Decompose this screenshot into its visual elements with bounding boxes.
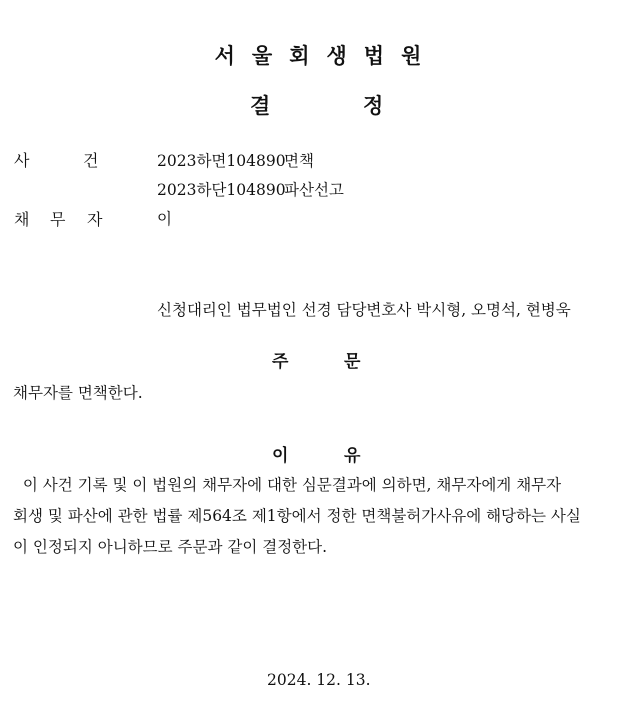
case-number-1: 2023하면104890 bbox=[157, 152, 286, 170]
reason-line-2: 회생 및 파산에 관한 법률 제564조 제1항에서 정한 면책불허가사유에 해당하는 사실 bbox=[13, 507, 581, 525]
case-number-2: 2023하단104890 bbox=[157, 181, 286, 199]
debtor-label-char-1: 채 bbox=[14, 210, 30, 229]
reason-line-3: 이 인정되지 아니하므로 주문과 같이 결정한다. bbox=[13, 538, 328, 556]
order-heading-char-1: 주 bbox=[272, 352, 289, 372]
doc-type-char-1: 결 bbox=[250, 94, 271, 118]
order-heading-char-2: 문 bbox=[344, 352, 361, 372]
debtor-name: 이 bbox=[157, 210, 172, 228]
decision-date: 2024. 12. 13. bbox=[267, 671, 371, 689]
debtor-label-char-3: 자 bbox=[87, 210, 103, 229]
case-type-1: 면책 bbox=[284, 152, 314, 170]
court-name: 서울회생법원 bbox=[214, 44, 439, 68]
reason-heading-char-1: 이 bbox=[272, 446, 289, 466]
reason-heading-char-2: 유 bbox=[344, 446, 361, 466]
order-text: 채무자를 면책한다. bbox=[13, 384, 143, 402]
reason-paragraph bbox=[13, 470, 621, 563]
case-label-char-2: 건 bbox=[83, 151, 99, 170]
case-type-2: 파산선고 bbox=[284, 181, 344, 199]
legal-representative: 신청대리인 법무법인 선경 담당변호사 박시형, 오명석, 현병욱 bbox=[157, 301, 571, 319]
case-label-char-1: 사 bbox=[14, 151, 30, 170]
reason-line-1: 이 사건 기록 및 이 법원의 채무자에 대한 심문결과에 의하면, 채무자에게 채무자 bbox=[13, 476, 562, 494]
debtor-label-char-2: 무 bbox=[50, 210, 66, 229]
doc-type-char-2: 정 bbox=[363, 94, 384, 118]
